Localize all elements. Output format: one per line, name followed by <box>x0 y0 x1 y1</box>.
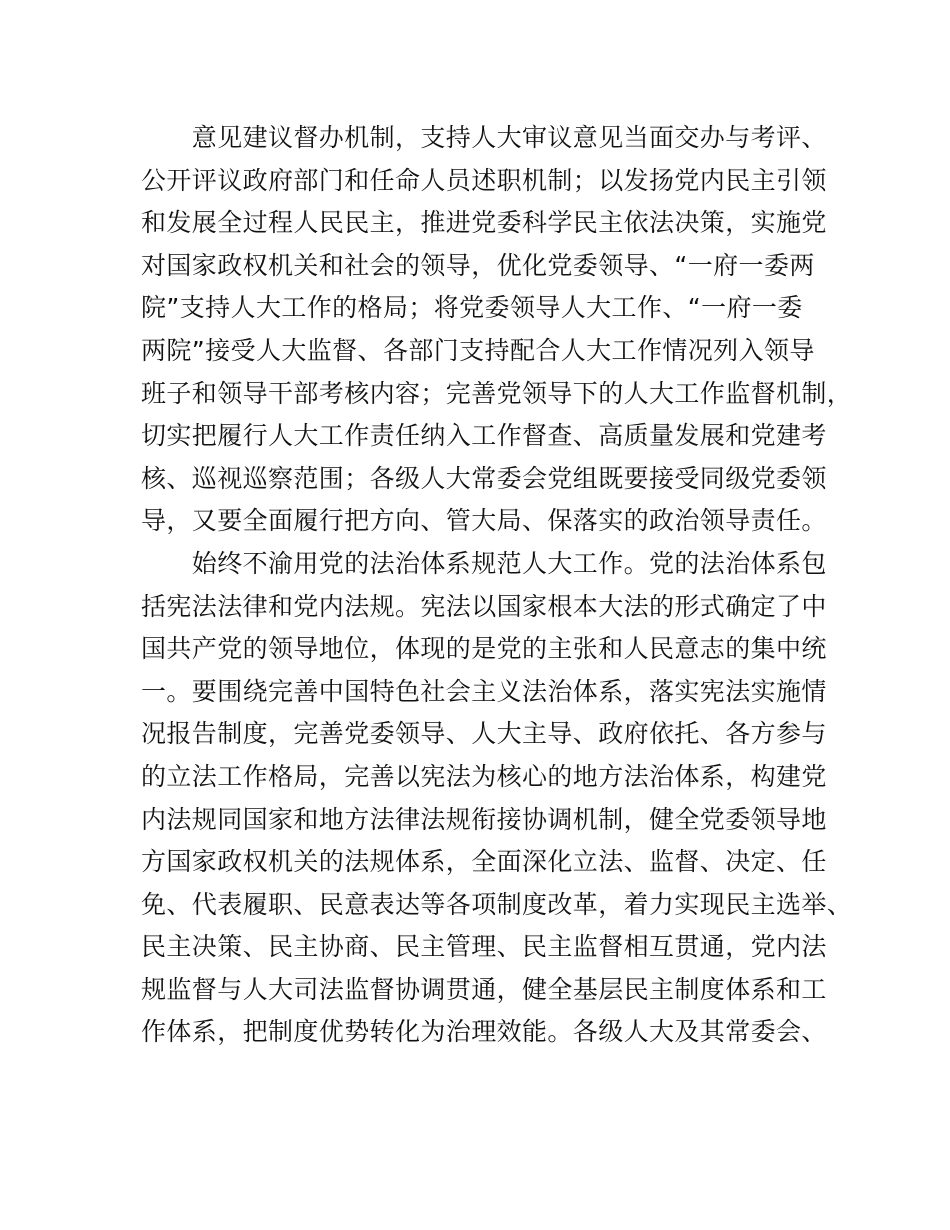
text-line: 切实把履行人大工作责任纳入工作督查、高质量发展和党建考 <box>141 421 827 451</box>
text-line: 导，又要全面履行把方向、管大局、保落实的政治领导责任。 <box>141 506 827 536</box>
text-line: 班子和领导干部考核内容；完善党领导下的人大工作监督机制， <box>141 378 853 408</box>
text-line: 对国家政权机关和社会的领导，优化党委领导、“一府一委两 <box>141 250 815 280</box>
text-line: 民主决策、民主协商、民主管理、民主监督相互贯通，党内法 <box>141 932 827 962</box>
text-line: 两院”接受人大监督、各部门支持配合人大工作情况列入领导 <box>141 335 815 365</box>
document-body <box>141 117 853 1054</box>
text-line: 方国家政权机关的法规体系，全面深化立法、监督、决定、任 <box>141 847 827 877</box>
text-line: 规监督与人大司法监督协调贯通，健全基层民主制度体系和工 <box>141 974 827 1004</box>
text-line: 括宪法法律和党内法规。宪法以国家根本大法的形式确定了中 <box>141 591 827 621</box>
text-line: 作体系，把制度优势转化为治理效能。各级人大及其常委会、 <box>141 1017 827 1047</box>
text-line: 国共产党的领导地位，体现的是党的主张和人民意志的集中统 <box>141 634 827 664</box>
text-line: 内法规同国家和地方法律法规衔接协调机制，健全党委领导地 <box>141 804 827 834</box>
text-line: 和发展全过程人民民主，推进党委科学民主依法决策，实施党 <box>141 208 827 238</box>
text-line: 意见建议督办机制，支持人大审议意见当面交办与考评、 <box>141 123 827 152</box>
text-line: 核、巡视巡察范围；各级人大常委会党组既要接受同级党委领 <box>141 463 827 493</box>
text-line: 院”支持人大工作的格局；将党委领导人大工作、“一府一委 <box>141 293 803 323</box>
text-line: 免、代表履职、民意表达等各项制度改革，着力实现民主选举、 <box>141 889 853 919</box>
paragraph-1 <box>141 117 853 543</box>
paragraph-2 <box>141 543 853 1054</box>
text-line: 始终不渝用党的法治体系规范人大工作。党的法治体系包 <box>141 548 827 578</box>
text-line: 况报告制度，完善党委领导、人大主导、政府依托、各方参与 <box>141 719 827 749</box>
text-line: 的立法工作格局，完善以宪法为核心的地方法治体系，构建党 <box>141 761 827 791</box>
text-line: 公开评议政府部门和任命人员述职机制；以发扬党内民主引领 <box>141 165 827 195</box>
text-line: 一。要围绕完善中国特色社会主义法治体系，落实宪法实施情 <box>141 676 827 706</box>
